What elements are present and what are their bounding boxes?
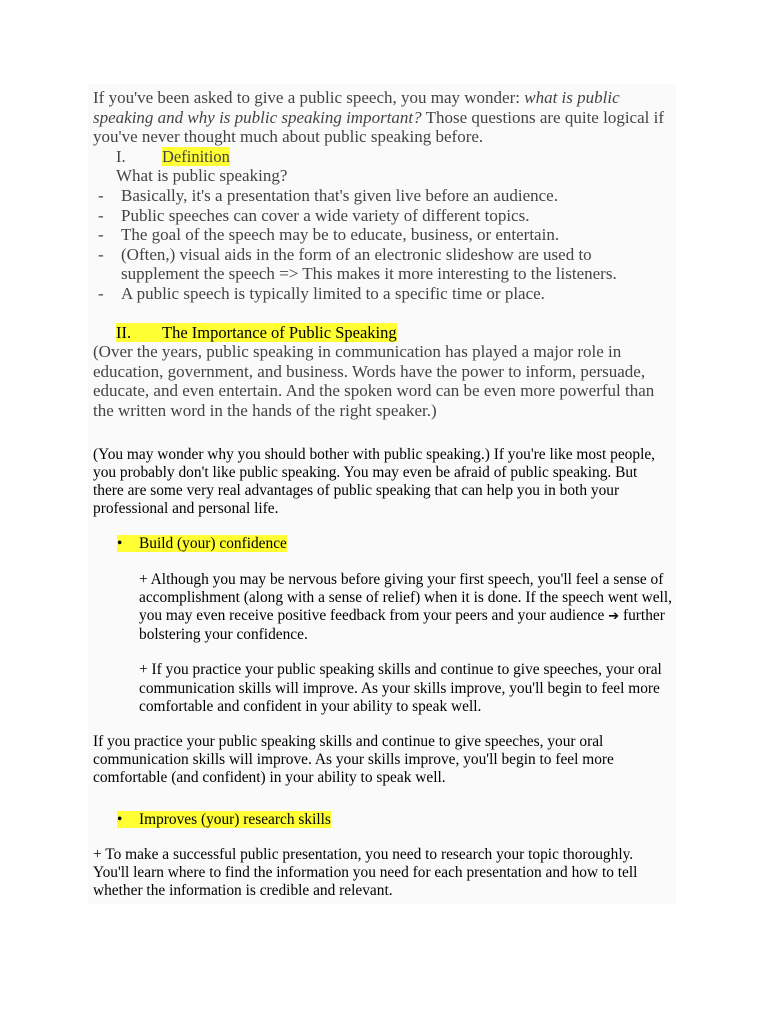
section-2-number: II. bbox=[116, 322, 132, 342]
section-1-title: Definition bbox=[162, 146, 230, 166]
list-item: - Basically, it's a presentation that's given live before an audience. bbox=[98, 185, 558, 205]
document-body bbox=[93, 88, 672, 900]
practice-paragraph: If you practice your public speaking skills and continue to give speeches, your oral communication skills will improve. As your skills improve, you'll begin to feel more comfortable (and confident) in your ability to speak well. bbox=[93, 732, 614, 787]
benefit-2-heading bbox=[117, 811, 668, 829]
benefit-2-title: Improves (your) research skills bbox=[139, 810, 331, 828]
bullet-icon: • bbox=[117, 535, 123, 553]
importance-paragraph: (Over the years, public speaking in communication has played a major role in education, government, and business. Words have the power to inform, persuade, educate, and even entertain. And the spoken word can be even more powerful than the written word in the hands of the right speaker.) bbox=[93, 342, 655, 420]
arrow-right-icon: ➔ bbox=[608, 608, 620, 624]
list-item: - (Often,) visual aids in the form of an electronic slideshow are used to supplement the speech => This makes it more interesting to the listeners. bbox=[98, 244, 617, 284]
list-item: - The goal of the speech may be to educate, business, or entertain. bbox=[98, 225, 560, 245]
definition-question: What is public speaking? bbox=[116, 166, 288, 186]
benefit-2-point-1: + To make a successful public presentation, you need to research your topic thoroughly. You'll learn where to find the information you need for each presentation and how to tell whether the information is credible and relevant. bbox=[93, 845, 638, 900]
bullet-icon: • bbox=[117, 810, 123, 828]
section-2-heading bbox=[116, 323, 668, 343]
section-1-number: I. bbox=[116, 146, 126, 166]
intro-text-1: If you've been asked to give a public speech, you may wonder: bbox=[93, 88, 525, 107]
benefit-1-point-1: + Although you may be nervous before giving your first speech, you'll feel a sense of accomplishment (along with a sense of relief) when it is done. If the speech went well, you may even receive positive feedback from your peers and your audience ➔ further bolstering your confidence. bbox=[139, 570, 672, 644]
intro-paragraph bbox=[93, 88, 668, 147]
benefit-1-title: Build (your) confidence bbox=[139, 535, 287, 553]
section-2-title: The Importance of Public Speaking bbox=[162, 322, 397, 342]
benefit-1-point-2: + If you practice your public speaking skills and continue to give speeches, your oral communication skills will improve. As your skills improve, you'll begin to feel more comfortable and confident in your ability to speak well. bbox=[139, 661, 662, 715]
intro-italic: what is public speaking and why is public speaking important? bbox=[93, 88, 620, 127]
list-item: - A public speech is typically limited to a specific time or place. bbox=[98, 283, 545, 303]
intro-text-2: Those questions are quite logical if you've never thought much about public speaking before. bbox=[93, 107, 664, 147]
benefit-1-heading bbox=[117, 535, 668, 553]
wonder-paragraph: (You may wonder why you should bother with public speaking.) If you're like most people, you probably don't like public speaking. You may even be afraid of public speaking. But there are some very real advantages of public speaking that can help you in both your professional and personal life. bbox=[93, 445, 656, 518]
section-1-heading bbox=[116, 147, 668, 167]
definition-list bbox=[93, 186, 668, 304]
list-item: - Public speeches can cover a wide variety of different topics. bbox=[98, 205, 530, 225]
